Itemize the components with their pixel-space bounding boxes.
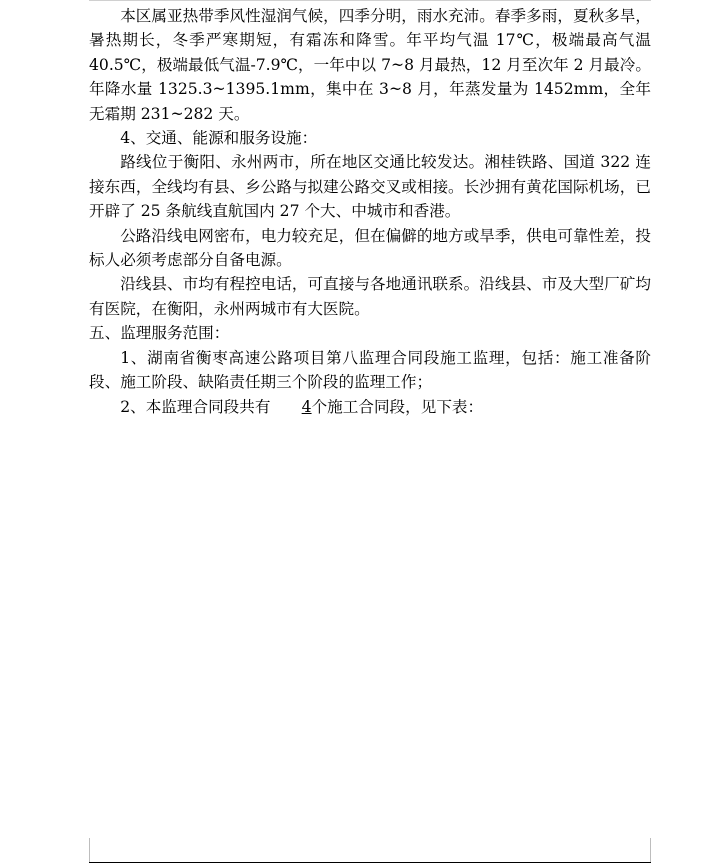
item-2-prefix: 2、本监理合同段共有 — [120, 397, 271, 416]
heading-transport-energy: 4、交通、能源和服务设施： — [120, 129, 318, 148]
margin-mark-right — [650, 838, 651, 862]
margin-mark-left — [89, 838, 90, 862]
paragraph-climate: 本区属亚热带季风性湿润气候，四季分明，雨水充沛。春季多雨，夏秋多旱，暑热期长，冬季严寒期短，有霜冻和降雪。年平均气温 17℃，极端最高气温 40.5℃，极端最低气温-7.9℃，一年中以 7~8 月最热，12 月至次年 2 月最冷。年降水量 1325.3~1395.1mm，集中在 3~8 月，年蒸发量为 1452mm，全年无霜期 231~282 天。 — [89, 7, 651, 123]
paragraph-transport: 路线位于衡阳、永州两市，所在地区交通比较发达。湘桂铁路、国道 322 连接东西，全线均有县、乡公路与拟建公路交叉或相接。长沙拥有黄花国际机场，已开辟了 25 条航线直航国内 27 个大、中城市和香港。 — [89, 153, 651, 221]
paragraph-item-2 — [89, 395, 651, 419]
paragraph-power: 公路沿线电网密布，电力较充足，但在偏僻的地方或旱季，供电可靠性差，投标人必须考虑部分自备电源。 — [89, 226, 651, 270]
page-top-border — [89, 0, 651, 1]
document-page — [89, 4, 651, 419]
page-bottom-border — [89, 862, 651, 863]
heading-supervision-scope: 五、监理服务范围： — [89, 324, 230, 343]
contract-count: 4 — [301, 397, 312, 416]
item-2-suffix: 个施工合同段，见下表： — [311, 397, 484, 416]
paragraph-item-1: 1、湖南省衡枣高速公路项目第八监理合同段施工监理，包括：施工准备阶段、施工阶段、缺陷责任期三个阶段的监理工作； — [89, 348, 651, 392]
paragraph-telecom: 沿线县、市均有程控电话，可直接与各地通讯联系。沿线县、市及大型厂矿均有医院，在衡阳，永州两城市有大医院。 — [89, 275, 651, 318]
